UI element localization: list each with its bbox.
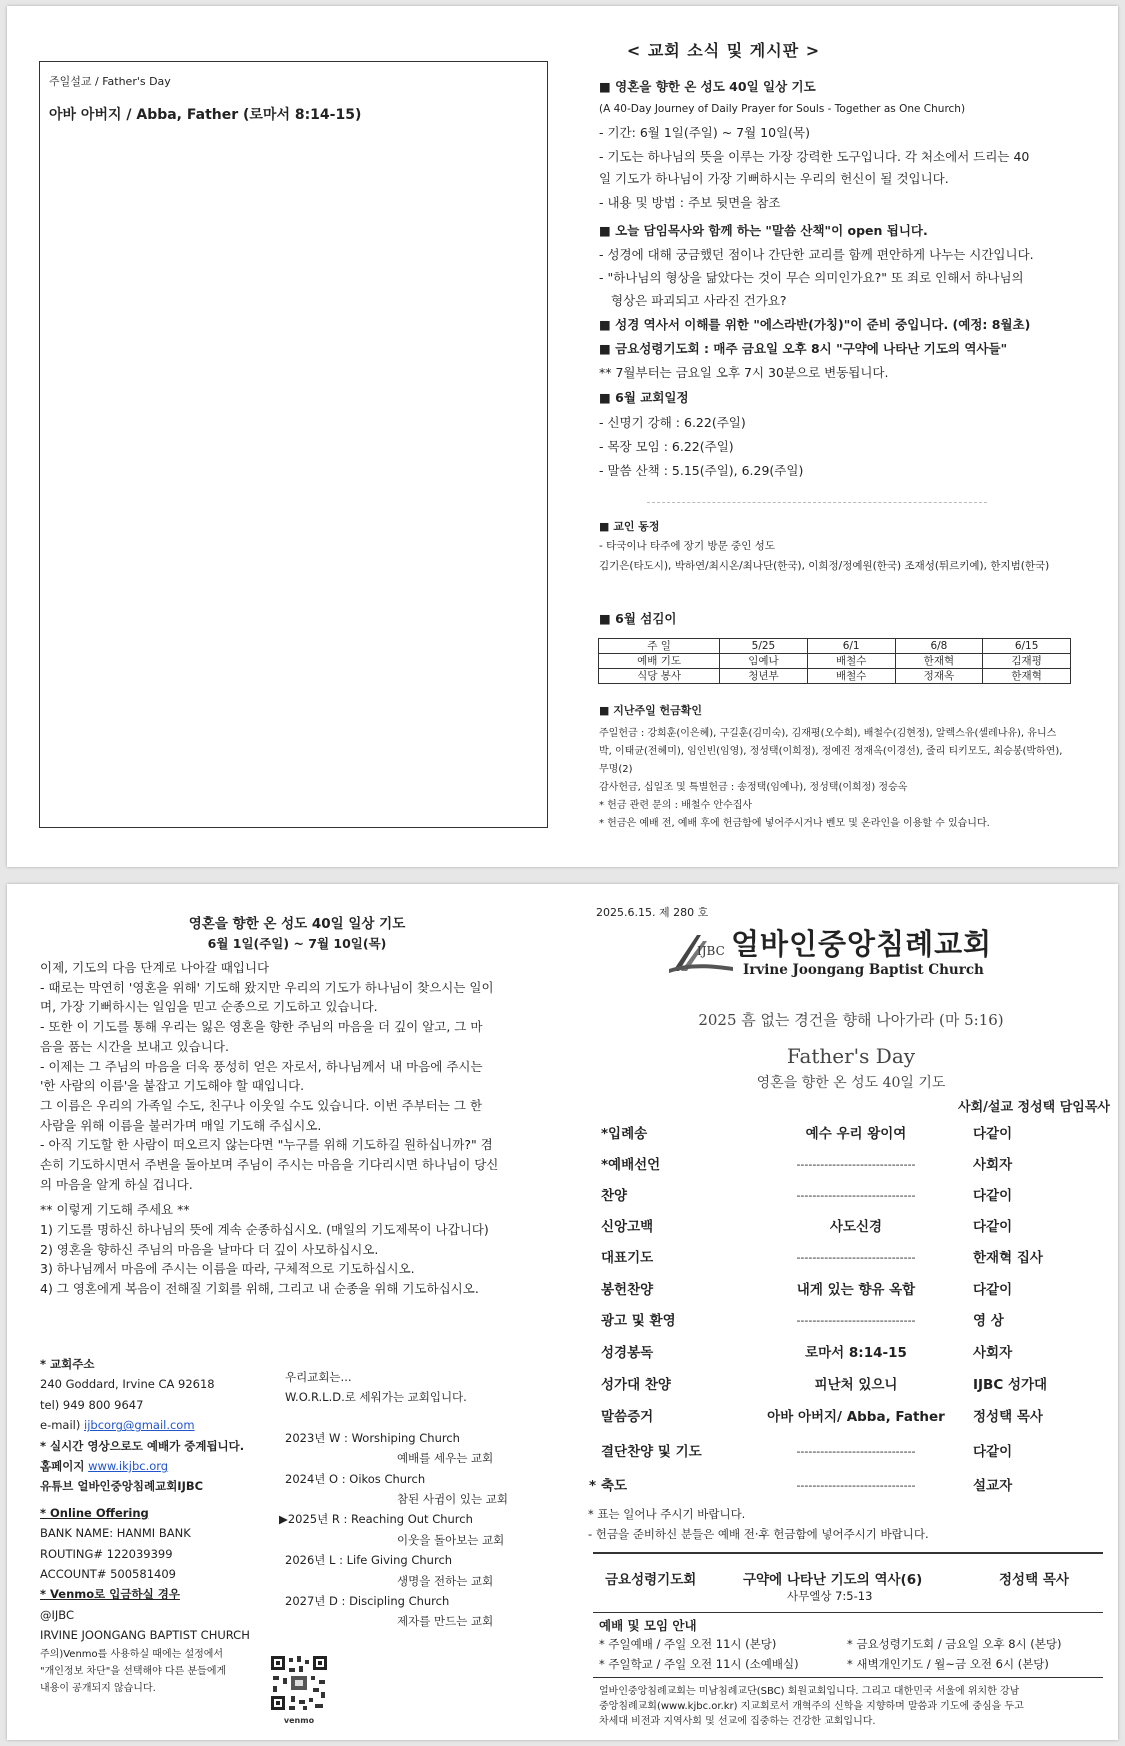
order-item: 말씀증거 (601, 1409, 654, 1425)
logo-text: IJBC (697, 944, 725, 958)
order-content: 사도신경 (829, 1219, 883, 1235)
paragraph-line: 이제, 기도의 다음 단계로 나아갈 때입니다 (40, 960, 270, 975)
table-header-cell: 5/25 (720, 639, 808, 654)
sermon-label: 주일설교 / Father's Day (49, 75, 171, 88)
church-about (599, 1684, 1104, 1729)
church-name-korean: 얼바인중앙침례교회 (731, 927, 993, 961)
venmo-id: @IJBC (40, 1607, 75, 1622)
offering-line4: 감사헌금, 십일조 및 특별헌금 : 송정택(임예나), 정성택(이희정) 정승옥 (599, 782, 908, 793)
fathers-day-title: Father's Day (786, 1044, 916, 1068)
church-name-english: Irvine Joongang Baptist Church (743, 962, 984, 978)
order-content: 아바 아버지/ Abba, Father (767, 1409, 945, 1425)
offering-note1: * 헌금 관련 문의 : 배철수 안수집사 (599, 800, 753, 811)
email-row (40, 1415, 250, 1435)
worship-order-row (601, 1374, 1101, 1396)
venmo-qr-code[interactable] (269, 1654, 329, 1726)
member-news-line2: 김기은(타도시), 박하연/최시온/최나단(한국), 이희정/정예원(한국) 조재성(튀르키예), 한지범(한국) (599, 560, 1050, 572)
venmo-logo-text: venmo (283, 1716, 315, 1725)
venmo-account-name: IRVINE JOONGANG BAPTIST CHURCH (40, 1628, 250, 1643)
table-header-cell: 6/8 (895, 639, 983, 654)
order-content: ------------------------------ (796, 1445, 916, 1458)
world-desc: 생명을 전하는 교회 (397, 1573, 494, 1588)
friday-prayer-scripture: 사무엘상 7:5-13 (787, 1589, 873, 1603)
section-divider (647, 502, 987, 503)
paragraph-line: 사람을 위해 이름을 불러가며 매일 기도해 주십시오. (40, 1117, 322, 1133)
paragraph-line: - 또한 이 기도를 통해 우리는 잃은 영혼을 향한 주님의 마음을 더 깊이 알고, 그 마 (40, 1019, 483, 1035)
world-intro1: 우리교회는... (285, 1370, 352, 1384)
service-theme: 영혼을 향한 온 성도 40일 기도 (756, 1075, 946, 1091)
world-desc: 제자를 만드는 교회 (397, 1614, 494, 1629)
table-cell: 한재혁 (895, 654, 983, 669)
list-item: 3) 하나님께서 마음에 주시는 이름을 따라, 구체적으로 기도하십시오. (40, 1261, 415, 1277)
table-header-cell: 주 일 (599, 639, 720, 654)
table-cell: 배철수 (807, 654, 895, 669)
email-link[interactable]: ijbcorg@gmail.com (84, 1418, 195, 1433)
sermon-note-box (39, 61, 548, 828)
order-item: *입례송 (601, 1126, 648, 1142)
order-item: 신앙고백 (601, 1219, 654, 1235)
paragraph-line: 그 이름은 우리의 가족일 수도, 친구나 이웃일 수도 있습니다. 이번 주부터는 그 한 (40, 1097, 483, 1113)
member-news-heading: ■ 교인 동정 (599, 520, 660, 533)
order-content: 피난처 있으니 (814, 1377, 898, 1393)
table-header-cell: 6/1 (807, 639, 895, 654)
word-walk-line2: - "하나님의 형상을 닮았다는 것이 무슨 의미인가요?" 또 죄로 인해서 하나님의 (599, 270, 1024, 285)
order-leader: IJBC 성가대 (973, 1377, 1048, 1393)
worship-order-row (601, 1406, 1101, 1428)
venmo-note-line1: 주의)Venmo를 사용하실 때에는 설정에서 (40, 1648, 224, 1660)
table-cell: 정재옥 (895, 669, 983, 684)
venmo-heading: * Venmo로 입금하실 경우 (40, 1587, 180, 1602)
world-year-current: ▶2025년 R : Reaching Out Church (279, 1512, 473, 1527)
youtube-channel: 유튜브 얼바인중앙침례교회IJBC (40, 1479, 204, 1494)
paragraph-line: 의 마음을 알게 하실 겁니다. (40, 1176, 193, 1192)
table-cell: 임예나 (720, 654, 808, 669)
order-item: 대표기도 (601, 1250, 654, 1266)
order-leader: 다같이 (973, 1282, 1013, 1298)
routing-number: ROUTING# 122039399 (40, 1546, 173, 1561)
prayer-page-period: 6월 1일(주일) ~ 7월 10일(목) (207, 936, 387, 951)
table-header-cell: 6/15 (983, 639, 1071, 654)
servers-table (598, 638, 1071, 684)
about-line: 차세대 비전과 지역사회 및 선교에 집중하는 건강한 교회입니다. (599, 1716, 876, 1727)
offering-line3: 무명(2) (599, 764, 633, 775)
about-line: 얼바인중앙침례교회는 미남침례교단(SBC) 회원교회입니다. 그리고 대한민국 서울에 위치한 강남 (599, 1686, 1020, 1697)
worship-order-row (601, 1154, 1101, 1176)
paragraph-line: 음을 품는 시간을 보내고 있습니다. (40, 1038, 229, 1054)
online-offering-heading: * Online Offering (40, 1505, 149, 1520)
prayer-40-desc-line1: - 기도는 하나님의 뜻을 이루는 가장 강력한 도구입니다. 각 처소에서 드리는 40 (599, 149, 1030, 164)
offering-note2: * 헌금은 예배 전, 예배 후에 헌금함에 넣어주시거나 벤모 및 온라인을 이용할 수 있습니다. (599, 818, 990, 829)
list-item: 1) 기도를 명하신 하나님의 뜻에 계속 순종하십시오. (매일의 기도제목이 나갑니다) (40, 1222, 489, 1237)
servers-heading: ■ 6월 섬김이 (599, 611, 677, 626)
friday-prayer-notice: ■ 금요성령기도회 : 매주 금요일 오후 8시 "구약에 나타난 기도의 역사들" (599, 341, 1008, 356)
order-leader: 다같이 (973, 1444, 1013, 1460)
friday-prayer-box (593, 1552, 1103, 1613)
world-vision (279, 1367, 508, 1632)
paragraph-line: - 때로는 막연히 '영혼을 위해' 기도해 왔지만 우리의 기도가 하나님이 찾으시는 일이 (40, 979, 494, 995)
worship-order-row (601, 1441, 1101, 1463)
order-leader: 사회자 (973, 1345, 1013, 1361)
world-year: 2027년 D : Discipling Church (285, 1594, 450, 1609)
venmo-note-line2: "개인정보 차단"을 선택해야 다른 분들에게 (40, 1665, 227, 1677)
order-item: 찬양 (601, 1188, 628, 1204)
world-desc: 이웃을 돌아보는 교회 (397, 1532, 505, 1547)
bulletin-page-announcements (7, 6, 1118, 867)
table-cell: 김재평 (983, 654, 1071, 669)
meetings-heading: 예배 및 모임 안내 (599, 1618, 697, 1633)
word-walk-line3: 형상은 파괴되고 사라진 건가요? (611, 293, 787, 308)
offering-box-note: - 헌금을 준비하신 분들은 예배 전·후 헌금함에 넣어주시기 바랍니다. (588, 1527, 929, 1541)
list-item: 4) 그 영혼에게 복음이 전해질 기회를 위해, 그리고 내 순종을 위해 기도하십시오. (40, 1281, 479, 1297)
homepage-label: 홈페이지 (40, 1459, 85, 1474)
order-item: 봉헌찬양 (601, 1282, 654, 1298)
order-content: ------------------------------ (796, 1479, 916, 1492)
world-year: 2024년 O : Oikos Church (285, 1471, 426, 1486)
order-content: 로마서 8:14-15 (805, 1345, 907, 1361)
worship-order-row (601, 1216, 1101, 1238)
world-desc: 예배를 세우는 교회 (397, 1451, 494, 1466)
worship-order-row (589, 1475, 1101, 1497)
howto-list (40, 1220, 489, 1299)
prayer-40-method: - 내용 및 방법 : 주보 뒷면을 참조 (599, 195, 781, 210)
church-logo (667, 927, 737, 977)
account-number: ACCOUNT# 500581409 (40, 1567, 176, 1582)
order-leader: 정성택 목사 (973, 1409, 1043, 1425)
offering-line1: 주일헌금 : 강희훈(이은혜), 구길훈(김미숙), 김재평(오수희), 배철수(김현정), 알렉스유(셀레나유), 유니스 (599, 728, 1057, 739)
address-heading: * 교회주소 (40, 1357, 95, 1371)
order-content: ------------------------------ (796, 1251, 916, 1264)
sermon-title: 아바 아버지 / Abba, Father (로마서 8:14-15) (49, 107, 362, 123)
order-leader: 다같이 (973, 1219, 1013, 1235)
table-row (599, 639, 1071, 654)
officiant: 사회/설교 정성택 담임목사 (958, 1100, 1110, 1115)
bulletin-page-cover (7, 884, 1118, 1740)
meeting-item: * 새벽개인기도 / 월~금 오전 6시 (본당) (847, 1657, 1049, 1671)
order-leader: 다같이 (973, 1126, 1013, 1142)
ezra-class-notice: ■ 성경 역사서 이해를 위한 "에스라반(가칭)"이 준비 중입니다. (예정: 8월초) (599, 317, 1031, 332)
phone: tel) 949 800 9647 (40, 1397, 144, 1412)
word-walk-line1: - 성경에 대해 궁금했던 점이나 간단한 교리를 함께 편안하게 나누는 시간입니다. (599, 247, 1034, 262)
prayer-page-title: 영혼을 향한 온 성도 40일 일상 기도 (188, 916, 406, 932)
member-news-line1: - 타국이나 타주에 장기 방문 중인 성도 (599, 540, 775, 552)
order-content: ------------------------------ (796, 1314, 916, 1327)
table-cell: 청년부 (720, 669, 808, 684)
friday-prayer-change-note: ** 7월부터는 금요일 오후 7시 30분으로 변동됩니다. (599, 365, 889, 380)
offering-heading: ■ 지난주일 헌금확인 (599, 704, 703, 717)
prayer-paragraph (40, 958, 560, 1194)
meeting-item: * 주일예배 / 주일 오전 11시 (본당) (599, 1637, 777, 1651)
meeting-item: * 금요성령기도회 / 금요일 오후 8시 (본당) (847, 1637, 1062, 1651)
order-item: *예배선언 (601, 1157, 661, 1173)
friday-prayer-label: 금요성령기도회 (605, 1572, 697, 1588)
schedule-item: - 신명기 강해 : 6.22(주일) (599, 415, 746, 430)
schedule-item: - 목장 모임 : 6.22(주일) (599, 439, 734, 454)
table-cell: 예배 기도 (599, 654, 720, 669)
paragraph-line: 손히 기도하시면서 주변을 돌아보며 주님이 주시는 마음을 기다리시면 하나님이 당신 (40, 1157, 499, 1173)
meeting-item: * 주일학교 / 주일 오전 11시 (소예배실) (599, 1657, 799, 1671)
offering-line2: 박, 이태균(전혜미), 임인빈(임영), 정성택(이희정), 정예진 정재옥(이경선), 줄리 티키모도, 최승봉(박하연), (599, 746, 1063, 757)
friday-prayer-title: 구약에 나타난 기도의 역사(6) (743, 1572, 923, 1588)
paragraph-line: - 이제는 그 주님의 마음을 더욱 풍성히 얻은 자로서, 하나님께서 내 마음에 주시는 (40, 1058, 483, 1074)
order-item: 성경봉독 (601, 1345, 654, 1361)
order-content: ------------------------------ (796, 1189, 916, 1202)
about-line: 중앙침례교회(www.kjbc.or.kr) 지교회로서 개혁주의 신학을 지향하며 말씀과 기도에 중심을 두고 (599, 1701, 1024, 1712)
order-item: 광고 및 환영 (601, 1313, 676, 1329)
world-year: 2026년 L : Life Giving Church (285, 1553, 453, 1568)
word-walk-heading: ■ 오늘 담임목사와 함께 하는 "말씀 산책"이 open 됩니다. (599, 223, 928, 238)
worship-order-row (601, 1279, 1101, 1301)
email-label: e-mail) (40, 1418, 81, 1433)
homepage-row (40, 1456, 250, 1476)
table-cell: 한재혁 (983, 669, 1071, 684)
order-star: * (589, 1478, 597, 1494)
year-motto: 2025 흠 없는 경건을 향해 나아가라 (마 5:16) (698, 1011, 1004, 1029)
standing-note: * 표는 일어나 주시기 바랍니다. (588, 1507, 746, 1521)
friday-prayer-speaker: 정성택 목사 (999, 1572, 1069, 1588)
issue-number: 2025.6.15. 제 280 호 (596, 906, 709, 919)
homepage-link[interactable]: www.ikjbc.org (88, 1459, 169, 1474)
board-title: < 교회 소식 및 게시판 > (626, 41, 821, 60)
world-intro2: W.O.R.L.D.로 세워가는 교회입니다. (285, 1390, 467, 1405)
venmo-note-line3: 내용이 공개되지 않습니다. (40, 1682, 156, 1694)
prayer-40-desc-line2: 일 기도가 하나님이 가장 기뻐하시는 우리의 헌신이 될 것입니다. (599, 171, 949, 186)
prayer-40-period: - 기간: 6월 1일(주일) ~ 7월 10일(목) (599, 125, 810, 140)
order-leader: 한재혁 집사 (973, 1250, 1043, 1266)
order-leader: 사회자 (973, 1157, 1013, 1173)
qr-code-icon (269, 1654, 329, 1712)
contact-info (40, 1354, 250, 1697)
order-leader: 다같이 (973, 1188, 1013, 1204)
bank-name: BANK NAME: HANMI BANK (40, 1526, 191, 1541)
order-item: 결단찬양 및 기도 (601, 1444, 702, 1460)
order-leader: 설교자 (973, 1478, 1013, 1494)
table-row (599, 669, 1071, 684)
worship-order-row (601, 1247, 1101, 1269)
world-year: 2023년 W : Worshiping Church (285, 1430, 460, 1445)
order-content: ------------------------------ (796, 1158, 916, 1171)
live-stream-note: * 실시간 영상으로도 예배가 중계됩니다. (40, 1438, 245, 1453)
prayer-40-subtitle: (A 40-Day Journey of Daily Prayer for Souls - Together as One Church) (599, 103, 966, 115)
schedule-item: - 말씀 산책 : 5.15(주일), 6.29(주일) (599, 463, 804, 478)
paragraph-line: 며, 가장 기뻐하시는 일임을 믿고 순종으로 기도하고 있습니다. (40, 999, 378, 1015)
list-item: 2) 영혼을 향하신 주님의 마음을 날마다 더 깊이 사모하십시오. (40, 1241, 379, 1257)
table-cell: 식당 봉사 (599, 669, 720, 684)
worship-order-row (601, 1185, 1101, 1207)
table-cell: 배철수 (807, 669, 895, 684)
june-schedule-heading: ■ 6월 교회일정 (599, 390, 689, 405)
about-divider (593, 1677, 1103, 1678)
howto-heading: ** 이렇게 기도해 주세요 ** (40, 1202, 190, 1217)
worship-order-row (601, 1310, 1101, 1332)
world-desc: 참된 사귐이 있는 교회 (397, 1492, 508, 1507)
order-content: 예수 우리 왕이여 (805, 1126, 907, 1142)
order-leader: 영 상 (973, 1313, 1004, 1329)
prayer-40-heading: ■ 영혼을 향한 온 성도 40일 일상 기도 (599, 79, 816, 94)
order-content: 내게 있는 향유 옥합 (796, 1282, 916, 1298)
worship-order-row (601, 1123, 1101, 1145)
order-item: 성가대 찬양 (601, 1377, 671, 1393)
address: 240 Goddard, Irvine CA 92618 (40, 1377, 215, 1392)
paragraph-line: '한 사람의 이름'을 붙잡고 기도해야 할 때입니다. (40, 1078, 305, 1094)
table-row (599, 654, 1071, 669)
worship-order-row (601, 1342, 1101, 1364)
order-item: 축도 (601, 1478, 628, 1494)
paragraph-line: - 아직 기도할 한 사람이 떠오르지 않는다면 "누구를 위해 기도하길 원하십니까?" 겸 (40, 1137, 493, 1153)
